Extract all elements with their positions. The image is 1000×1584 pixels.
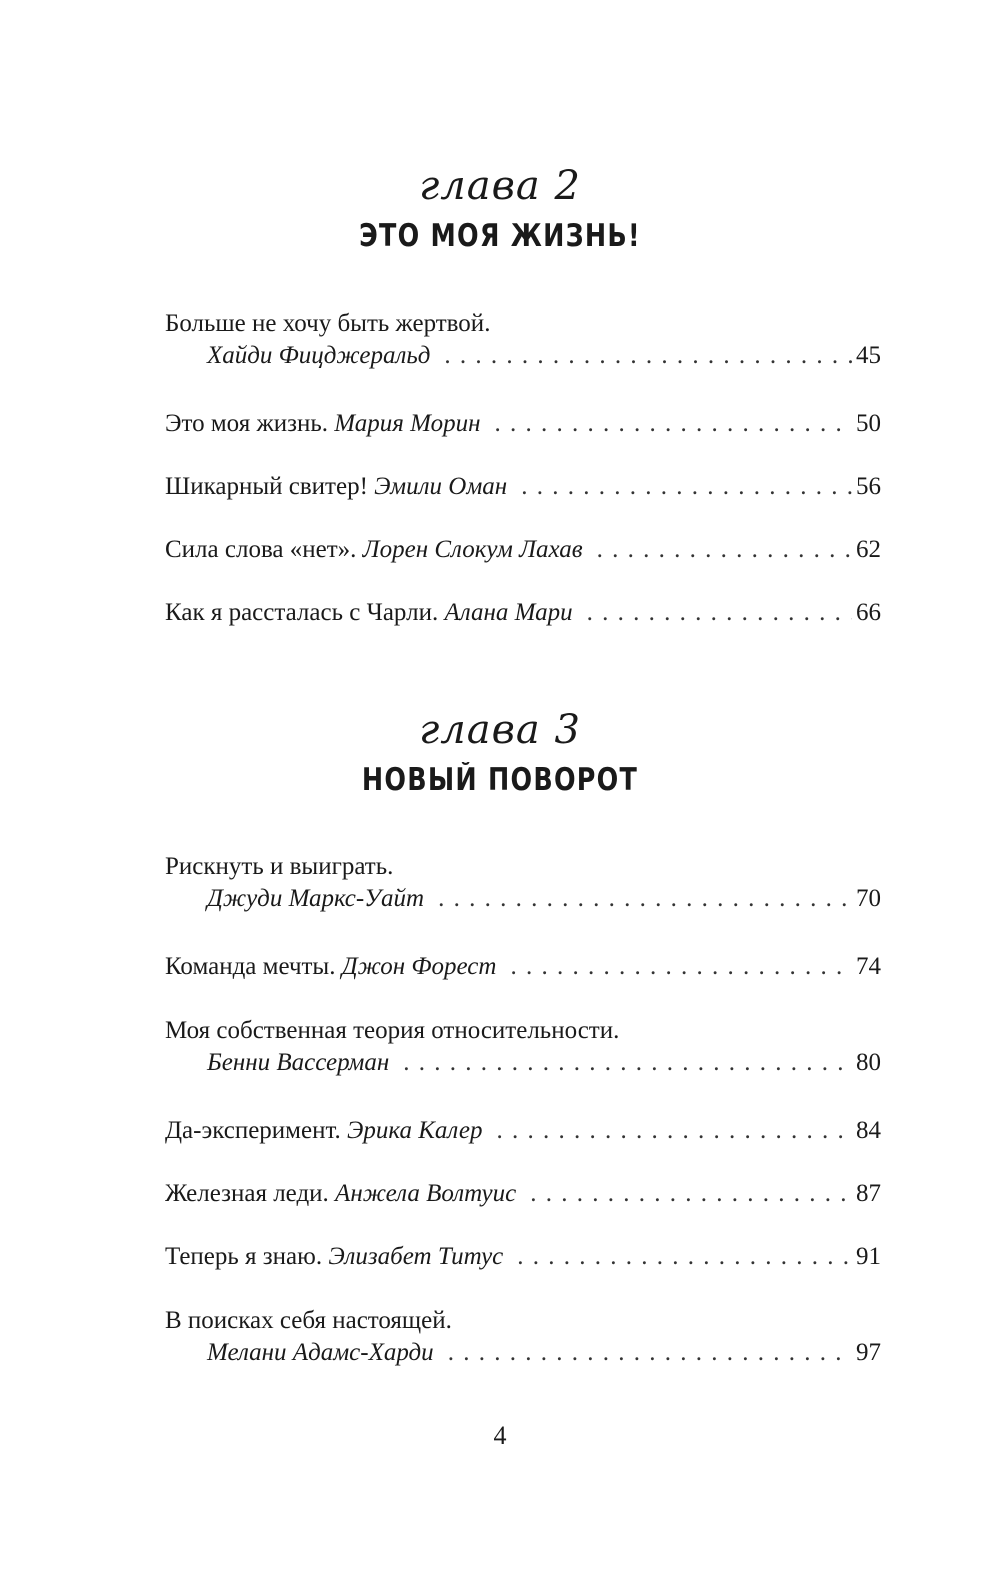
chapter-label: глава 3: [419, 707, 581, 753]
entry-line: [165, 408, 881, 440]
entry-author: Бенни Вассерман: [207, 1049, 390, 1076]
entry-author: Эмили Оман: [374, 473, 508, 500]
entry-title-line: [165, 1015, 881, 1047]
toc-entry[interactable]: [165, 597, 881, 629]
entry-title: Да-эксперимент.: [165, 1117, 341, 1144]
entry-title-line: [165, 1305, 881, 1337]
dot-leader: [448, 1337, 852, 1369]
chapter-title: НОВЫЙ ПОВОРОТ: [361, 762, 639, 798]
entry-page-number: 66: [856, 599, 881, 626]
dot-leader: [521, 471, 852, 503]
entry-title: Моя собственная теория относительности.: [165, 1017, 620, 1044]
entry-author: Эрика Калер: [347, 1117, 483, 1144]
entry-title: Команда мечты.: [165, 953, 336, 980]
entry-title-line: [165, 308, 881, 340]
entry-author: Джуди Маркс-Уайт: [207, 885, 425, 912]
entry-title-line: [165, 851, 881, 883]
entry-page-number: 62: [856, 536, 881, 563]
entry-line: [165, 534, 881, 566]
chapter-label: глава 2: [419, 163, 581, 209]
entry-line: [165, 597, 881, 629]
entry-author: Алана Мари: [444, 599, 573, 626]
entry-page-number: 45: [856, 342, 881, 369]
entry-author: Анжела Волтуис: [335, 1180, 517, 1207]
toc-entry[interactable]: [165, 534, 881, 566]
entry-page-number: 74: [856, 953, 881, 980]
dot-leader: [587, 597, 852, 629]
entry-page-number: 87: [856, 1180, 881, 1207]
entry-author: Джон Форест: [341, 953, 497, 980]
entry-author-line: [165, 1337, 881, 1369]
entry-line: [165, 951, 881, 983]
toc-entry[interactable]: [165, 1305, 881, 1369]
entry-author-line: [165, 340, 881, 372]
entry-title: Теперь я знаю.: [165, 1243, 323, 1270]
entry-author: Хайди Фицджеральд: [207, 342, 431, 369]
chapter-3-heading: [0, 706, 1000, 800]
entry-title: Это моя жизнь.: [165, 410, 329, 437]
chapter-2-heading: [0, 162, 1000, 256]
dot-leader: [403, 1047, 852, 1079]
dot-leader: [517, 1241, 852, 1273]
dot-leader: [496, 1115, 852, 1147]
entry-author-line: [165, 883, 881, 915]
toc-entry[interactable]: [165, 1115, 881, 1147]
entry-author: Мария Морин: [334, 410, 481, 437]
entry-page-number: 70: [856, 885, 881, 912]
entry-page-number: 91: [856, 1243, 881, 1270]
entry-line: [165, 471, 881, 503]
entry-author: Мелани Адамс-Харди: [207, 1339, 434, 1366]
toc-entry[interactable]: [165, 1241, 881, 1273]
toc-entry[interactable]: [165, 951, 881, 983]
entry-author-line: [165, 1047, 881, 1079]
entry-page-number: 97: [856, 1339, 881, 1366]
dot-leader: [438, 883, 852, 915]
entry-line: [165, 1115, 881, 1147]
entry-title: Шикарный свитер!: [165, 473, 368, 500]
entry-line: [165, 1178, 881, 1210]
chapter-title: ЭТО МОЯ ЖИЗНЬ!: [359, 218, 641, 254]
toc-entry[interactable]: [165, 851, 881, 915]
dot-leader: [444, 340, 852, 372]
entry-page-number: 56: [856, 473, 881, 500]
dot-leader: [530, 1178, 852, 1210]
entry-title: Железная леди.: [165, 1180, 329, 1207]
entry-title: В поисках себя настоящей.: [165, 1307, 452, 1334]
page-folio: 4: [493, 1421, 507, 1450]
entry-author: Лорен Слокум Лахав: [362, 536, 583, 563]
entry-page-number: 84: [856, 1117, 881, 1144]
toc-entry[interactable]: [165, 308, 881, 372]
entry-page-number: 50: [856, 410, 881, 437]
entry-title: Больше не хочу быть жертвой.: [165, 310, 491, 337]
entry-title: Как я рассталась с Чарли.: [165, 599, 439, 626]
toc-entry[interactable]: [165, 408, 881, 440]
entry-line: [165, 1241, 881, 1273]
entry-title: Рискнуть и выиграть.: [165, 853, 394, 880]
dot-leader: [510, 951, 852, 983]
entry-author: Элизабет Титус: [328, 1243, 504, 1270]
entry-page-number: 80: [856, 1049, 881, 1076]
toc-entry[interactable]: [165, 1178, 881, 1210]
dot-leader: [494, 408, 852, 440]
toc-entry[interactable]: [165, 1015, 881, 1079]
toc-entry[interactable]: [165, 471, 881, 503]
dot-leader: [597, 534, 852, 566]
entry-title: Сила слова «нет».: [165, 536, 357, 563]
